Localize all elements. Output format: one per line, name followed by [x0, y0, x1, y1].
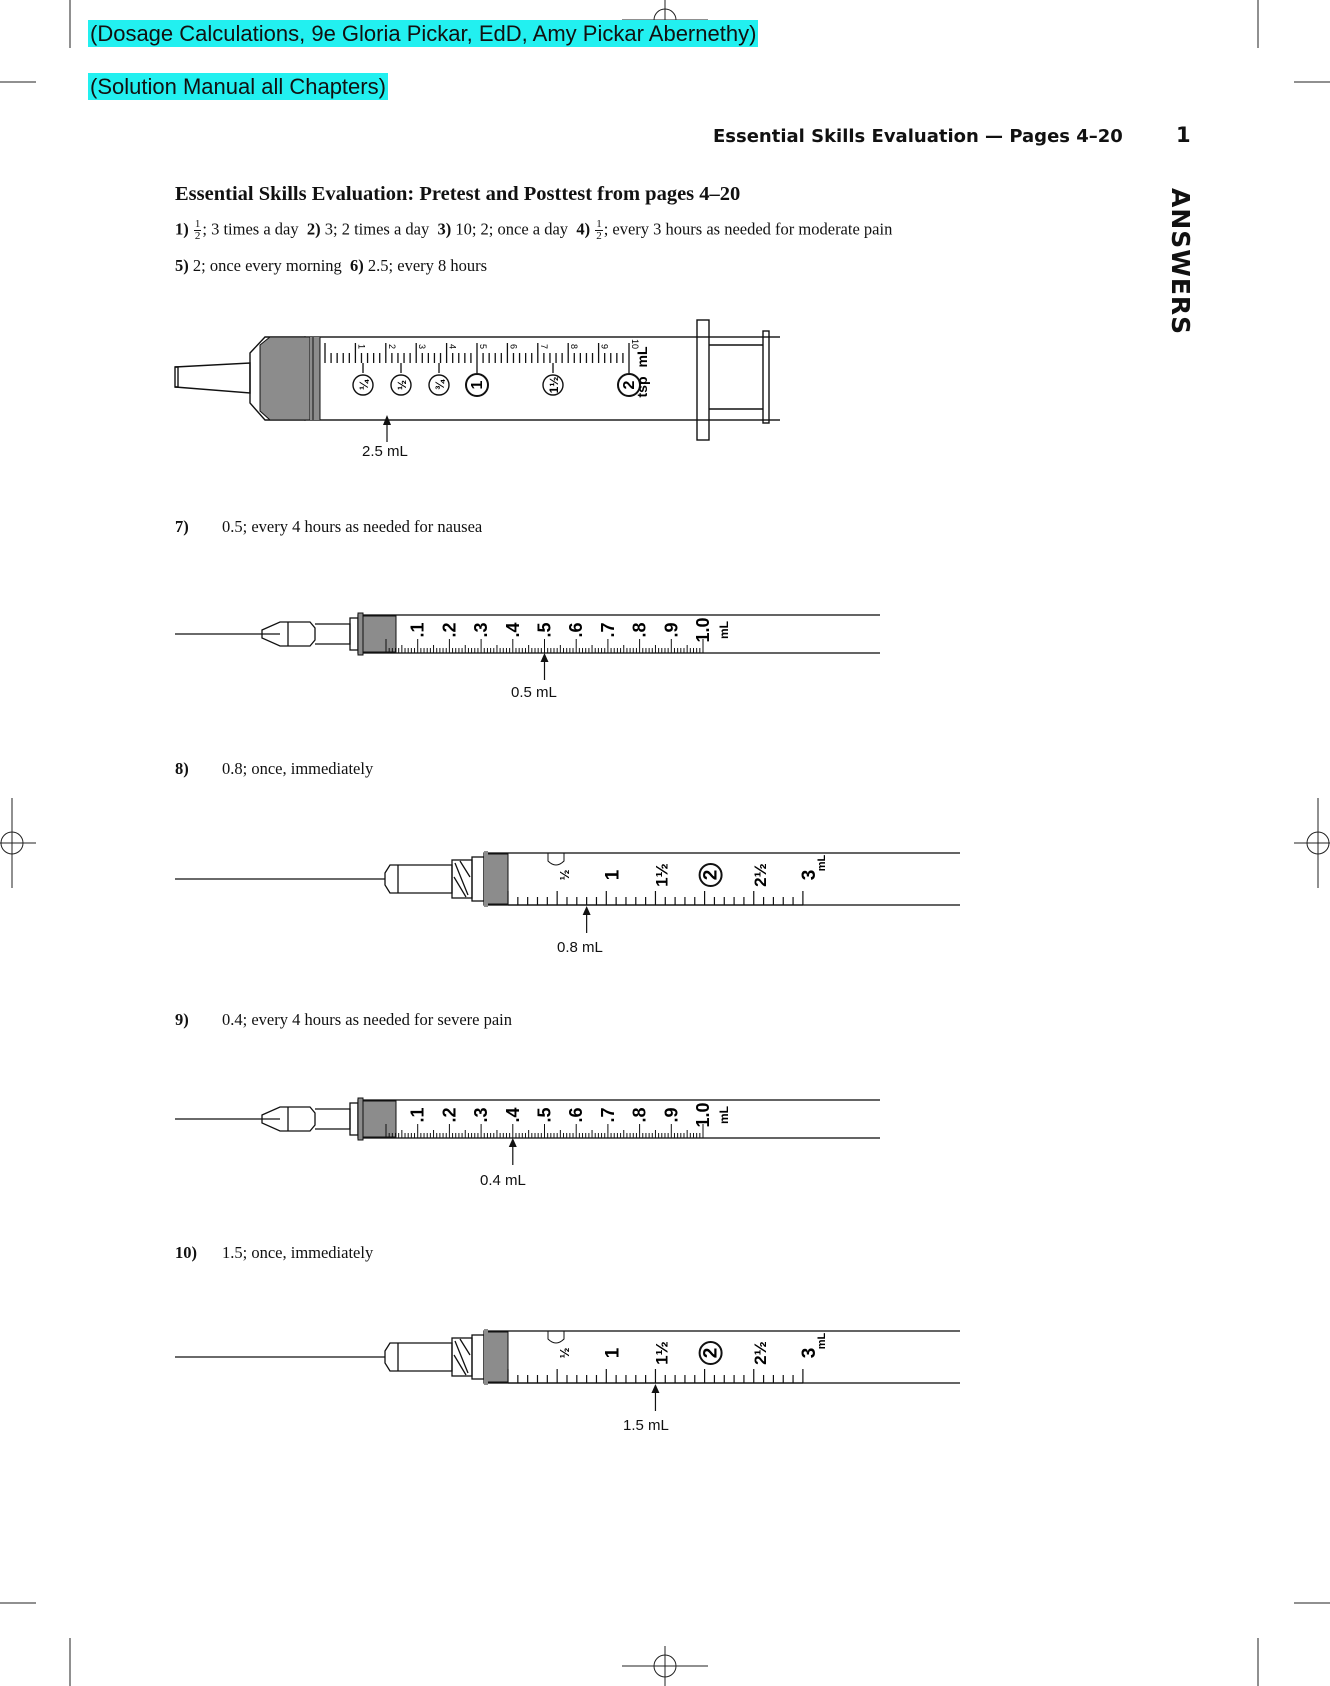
ml-tick-label: 6 [508, 343, 519, 349]
tb-scale-label: .6 [566, 622, 587, 638]
answer-text: 10; 2; once a day [455, 219, 569, 239]
tip-notch [548, 853, 564, 865]
plunger-stopper [360, 1101, 396, 1137]
barrel [358, 615, 880, 653]
answer-number: 5) [175, 256, 189, 275]
tsp-mark-label: ½ [395, 379, 409, 391]
ml-tick-label: 10 [630, 338, 640, 349]
three-ml-scale-label: 3 [798, 1347, 820, 1359]
three-ml-unit-label: mL [815, 1332, 828, 1350]
tb-scale-label: .4 [502, 1107, 523, 1123]
answers-line-1 [175, 219, 892, 242]
answer-number: 3) [437, 219, 452, 239]
tb-scale-label: .3 [471, 1107, 492, 1123]
tb-scale-label: 1.0 [693, 1102, 713, 1128]
tb-scale-label: .6 [566, 1107, 587, 1123]
tsp-mark-label: ¼ [357, 379, 371, 391]
answer-number: 2) [306, 219, 321, 239]
watermark-line-2: (Solution Manual all Chapters) [90, 74, 386, 99]
three-ml-syringe-q10 [170, 1293, 960, 1423]
tuberculin-syringe-q9 [170, 1065, 880, 1175]
three-ml-scale-label: 2½ [750, 863, 770, 887]
tb-scale-label: .1 [407, 1107, 428, 1123]
tb-scale-label: .5 [534, 1107, 555, 1123]
needle-hub [385, 865, 452, 893]
answer-text: ; every 3 hours as needed for moderate pain [603, 219, 893, 239]
question-8-text: 0.8; once, immediately [222, 759, 374, 778]
question-9-text: 0.4; every 4 hours as needed for severe pain [222, 1010, 513, 1029]
oral-syringe-diagram [170, 315, 780, 465]
three-ml-scale-label: 2 [700, 869, 722, 881]
three-ml-scale [508, 891, 803, 905]
stopper-ring [484, 851, 488, 907]
answer-text: 3; 2 times a day [324, 219, 430, 239]
hub-collar [472, 857, 484, 901]
tb-syringe-body [175, 1073, 880, 1173]
oral-dose-label: 2.5 mL [362, 443, 408, 460]
answers-line-2 [175, 256, 487, 276]
three-ml-scale-label: 2½ [750, 1341, 770, 1365]
stopper-ring [484, 1329, 488, 1385]
tip-notch [548, 1331, 564, 1343]
answer-number: 6) [350, 256, 364, 275]
ml-tick-label: 5 [478, 343, 488, 349]
plunger-stopper [360, 616, 396, 652]
answer-number: 1) [175, 219, 189, 239]
tsp-mark-label: 1 [469, 380, 486, 390]
ml-unit-label: mL [634, 346, 650, 368]
question-10-text: 1.5; once, immediately [222, 1243, 374, 1262]
tb-scale [386, 1124, 703, 1138]
three-ml-scale [508, 1369, 803, 1383]
ml-tick-label: 4 [447, 343, 458, 349]
dose-label-q7: 0.5 mL [511, 684, 557, 701]
answer-text: 2; once every morning [192, 256, 342, 275]
tb-scale-label: .3 [471, 622, 492, 638]
dose-arrow-head [651, 1384, 659, 1393]
stopper-ring [358, 613, 363, 655]
hub-base [315, 624, 350, 644]
three-ml-scale-label: 1½ [652, 1341, 672, 1365]
answer-number: 4) [576, 219, 591, 239]
question-number: 7) [175, 517, 189, 536]
tsp-mark-label: 1½ [547, 376, 561, 394]
section-title: Essential Skills Evaluation: Pretest and Posttest from pages 4–20 [175, 183, 741, 205]
ml-tick-label: 2 [386, 343, 397, 349]
stopper-ring [358, 1098, 363, 1140]
needle-hub [385, 1343, 452, 1371]
tb-scale [386, 639, 703, 653]
ml-tick-label: 8 [569, 343, 580, 349]
ml-tick-label: 9 [599, 343, 610, 349]
question-7-text: 0.5; every 4 hours as needed for nausea [222, 517, 483, 536]
watermark-line-1: (Dosage Calculations, 9e Gloria Pickar, EdD, Amy Pickar Abernethy) [90, 21, 757, 46]
three-ml-syringe-q8 [170, 815, 960, 945]
ml-tick-label: 1 [356, 343, 367, 349]
barrel [484, 853, 960, 905]
plunger-stopper [486, 1332, 508, 1382]
tsp-mark-label: ¾ [433, 379, 447, 391]
fraction: $\frac{1}{2}$ [596, 218, 602, 242]
three-ml-scale-label: 1 [602, 1347, 624, 1359]
dose-label-q8: 0.8 mL [557, 939, 603, 956]
tb-scale-label: 1.0 [693, 617, 713, 643]
running-head: Essential Skills Evaluation — Pages 4–20 [713, 126, 1123, 147]
luer-thread [454, 1339, 470, 1375]
question-7 [175, 517, 189, 537]
three-ml-scale-label: ½ [557, 1347, 573, 1359]
tb-syringe-body [175, 588, 880, 688]
tb-scale-label: .8 [629, 622, 650, 638]
ml-tick-label: 7 [538, 343, 549, 349]
three-ml-scale-label: 1½ [652, 863, 672, 887]
question-9 [175, 1010, 189, 1030]
tb-scale-label: .9 [661, 622, 682, 638]
answers-side-tab: ANSWERS [1166, 188, 1195, 336]
tb-scale-label: .9 [661, 1107, 682, 1123]
tb-scale-label: .7 [597, 622, 618, 638]
plunger-stopper [486, 854, 508, 904]
tb-scale-label: .2 [439, 1107, 460, 1123]
dose-arrow-head [541, 653, 549, 662]
three-ml-unit-label: mL [815, 854, 828, 872]
tb-scale-label: .5 [534, 622, 555, 638]
tb-scale-label: .4 [502, 622, 523, 638]
tb-unit-label: mL [717, 1106, 731, 1124]
page-number: 1 [1176, 123, 1191, 147]
tb-scale-label: .8 [629, 1107, 650, 1123]
barrel [358, 1100, 880, 1138]
question-10 [175, 1243, 197, 1263]
barrel [484, 1331, 960, 1383]
hub-collar [350, 618, 358, 650]
question-number: 10) [175, 1243, 197, 1262]
answer-text: 2.5; every 8 hours [367, 256, 488, 275]
tsp-unit-label: tsp [634, 376, 650, 398]
dose-label-q9: 0.4 mL [480, 1172, 526, 1189]
tuberculin-syringe-q7 [170, 580, 880, 690]
tb-unit-label: mL [717, 621, 731, 639]
question-number: 9) [175, 1010, 189, 1029]
ml-tick-label: 3 [417, 343, 428, 349]
tsp-mark-label: 2 [621, 380, 638, 390]
dose-arrow-head [509, 1138, 517, 1147]
dose-label-q10: 1.5 mL [623, 1417, 669, 1434]
tb-scale-label: .2 [439, 622, 460, 638]
fraction: $\frac{1}{2}$ [194, 218, 201, 242]
hub-base [315, 1109, 350, 1129]
tb-scale-label: .7 [597, 1107, 618, 1123]
hub-collar [472, 1335, 484, 1379]
three-ml-scale-label: ½ [557, 869, 573, 881]
luer-thread [454, 861, 470, 897]
hub-collar [350, 1103, 358, 1135]
three-ml-scale-label: 2 [700, 1347, 722, 1359]
question-number: 8) [175, 759, 189, 778]
answer-text: ; 3 times a day [202, 219, 299, 239]
dose-arrow-head [583, 906, 591, 915]
three-ml-scale-label: 3 [798, 869, 820, 881]
question-8 [175, 759, 189, 779]
tb-scale-label: .1 [407, 622, 428, 638]
three-ml-scale-label: 1 [602, 869, 624, 881]
